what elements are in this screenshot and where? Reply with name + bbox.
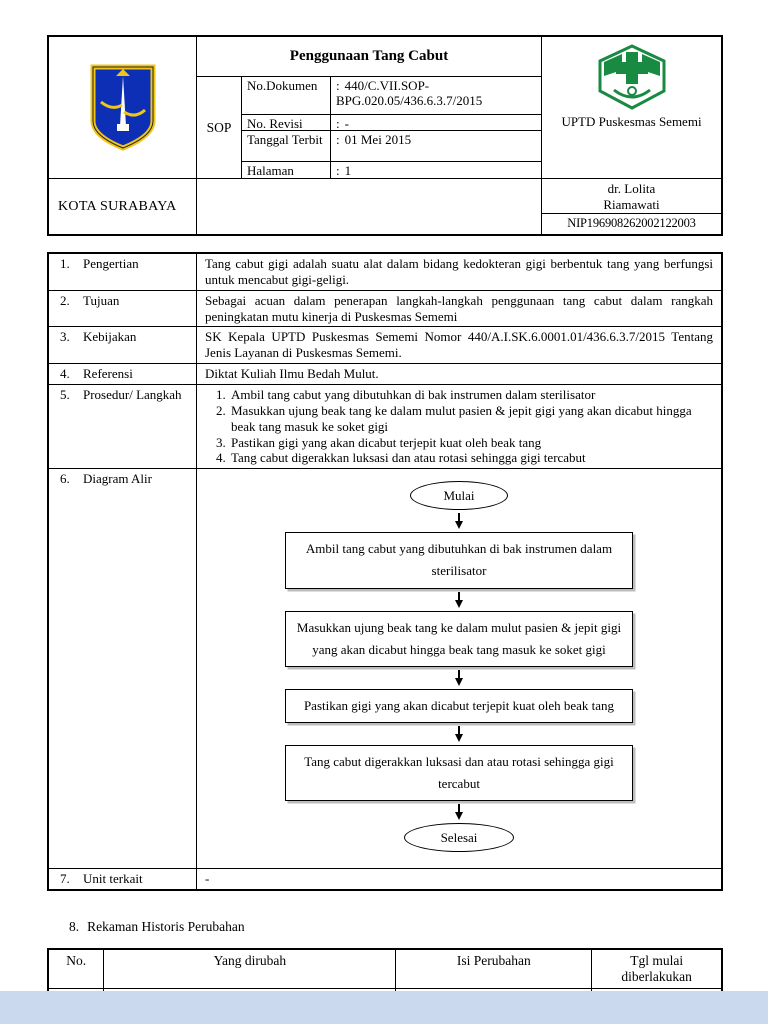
field-value-text: 440/C.VII.SOP-BPG.020.05/436.6.3.7/2015 [336, 78, 483, 109]
puskesmas-logo [594, 44, 670, 110]
signer-nip: NIP196908262002122003 [567, 216, 696, 231]
colon: : [336, 163, 340, 178]
colon: : [336, 132, 340, 147]
field-label-no-dokumen: No.Dokumen [242, 77, 331, 115]
history-header-tgl-mulai: Tgl mulai diberlakukan [592, 949, 722, 989]
history-heading [69, 919, 723, 935]
surabaya-logo-cell [49, 37, 197, 179]
org-cell [542, 37, 721, 179]
section-diagram-alir [49, 469, 721, 869]
section-tujuan [49, 291, 721, 328]
section-label-cell [49, 254, 197, 290]
section-label: Tujuan [83, 292, 120, 308]
section-number: 1. [60, 256, 70, 271]
flow-arrow-icon [458, 513, 460, 522]
section-label-cell [49, 364, 197, 384]
section-number: 3. [60, 329, 70, 345]
section-text: Tang cabut gigi adalah suatu alat dalam bidang kedokteran gigi berbentuk tang yang berfungsi untuk mencabut gigi-geligi. [205, 256, 713, 287]
history-header-row [48, 949, 722, 989]
flowchart-cell [197, 469, 721, 868]
procedure-step: 1. Ambil tang cabut yang dibutuhkan di bak instrumen dalam sterilisator [229, 387, 713, 403]
field-value-no-revisi [331, 115, 542, 131]
field-value-text: 1 [344, 163, 352, 178]
field-value-tanggal-terbit [331, 131, 542, 162]
flow-step-box: Pastikan gigi yang akan dicabut terjepit kuat oleh beak tang [285, 689, 633, 723]
field-label-no-revisi: No. Revisi [242, 115, 331, 131]
colon: : [336, 116, 340, 131]
section-label: Kebijakan [83, 329, 137, 345]
org-name: UPTD Puskesmas Sememi [561, 114, 702, 129]
section-pengertian [49, 254, 721, 291]
flowchart [205, 471, 713, 866]
section-number: 6. [60, 471, 70, 487]
section-label: Pengertian [83, 256, 139, 271]
section-number: 5. [60, 387, 70, 403]
document-content [47, 35, 723, 1024]
sop-label: SOP [197, 77, 242, 179]
section-text: - [205, 870, 210, 886]
flow-arrow-icon [458, 670, 460, 679]
flow-step-box: Masukkan ujung beak tang ke dalam mulut pasien & jepit gigi yang akan dicabut hingga beak tang masuk ke soket gigi [285, 611, 633, 667]
procedure-list [205, 387, 713, 466]
procedure-steps [197, 385, 721, 468]
flow-arrow-icon [458, 592, 460, 601]
flow-step-box: Ambil tang cabut yang dibutuhkan di bak instrumen dalam sterilisator [285, 532, 633, 588]
flow-start-node: Mulai [410, 481, 508, 510]
section-text: SK Kepala UPTD Puskesmas Sememi Nomor 440/A.I.SK.6.0001.01/436.6.3.7/2015 Tentang Jenis Layanan di Puskesmas Sememi. [205, 329, 713, 361]
section-label-cell [49, 327, 197, 363]
history-header-yang-dirubah: Yang dirubah [104, 949, 396, 989]
colon: : [336, 78, 340, 93]
procedure-step: 2. Masukkan ujung beak tang ke dalam mulut pasien & jepit gigi yang akan dicabut hingga beak tang masuk ke soket gigi [229, 403, 713, 435]
section-label-cell [49, 291, 197, 327]
section-text: Sebagai acuan dalam penerapan langkah-langkah penggunaan tang cabut dalam rangkah peningkatan mutu kinerja di Puskesmas Sememi [205, 292, 713, 324]
section-label: Diagram Alir [83, 471, 152, 487]
surabaya-city-logo [89, 64, 157, 152]
signer-name [542, 179, 721, 214]
section-number: 4. [60, 366, 70, 382]
section-text: Diktat Kuliah Ilmu Bedah Mulut. [205, 366, 379, 382]
procedure-step: 4. Tang cabut digerakkan luksasi dan atau rotasi sehingga gigi tercabut [229, 450, 713, 466]
procedure-step: 3. Pastikan gigi yang akan dicabut terjepit kuat oleh beak tang [229, 435, 713, 451]
city-name: KOTA SURABAYA [49, 179, 197, 234]
section-number: 7. [60, 870, 70, 886]
section-unit-terkait [49, 869, 721, 889]
page-bottom-strip [0, 991, 768, 1024]
section-prosedur [49, 385, 721, 469]
section-label: Referensi [83, 366, 133, 382]
section-label-cell [49, 385, 197, 468]
header-table [47, 35, 723, 236]
section-label-cell [49, 469, 197, 868]
section-number: 2. [60, 292, 70, 308]
history-heading-text: Rekaman Historis Perubahan [87, 918, 245, 934]
section-label-cell [49, 869, 197, 889]
flow-end-node: Selesai [404, 823, 514, 852]
empty-header-cell [197, 179, 542, 234]
field-label-tanggal-terbit: Tanggal Terbit [242, 131, 331, 162]
section-kebijakan [49, 327, 721, 364]
history-header-no: No. [48, 949, 104, 989]
field-value-text: - [344, 116, 349, 131]
history-heading-number: 8. [69, 918, 80, 934]
flow-step-box: Tang cabut digerakkan luksasi dan atau rotasi sehingga gigi tercabut [285, 745, 633, 801]
field-value-halaman [331, 162, 542, 179]
section-label: Prosedur/ Langkah [83, 387, 182, 403]
section-label: Unit terkait [83, 870, 143, 886]
history-header-isi-perubahan: Isi Perubahan [396, 949, 592, 989]
field-value-no-dokumen [331, 77, 542, 115]
document-title: Penggunaan Tang Cabut [197, 37, 542, 77]
section-referensi [49, 364, 721, 385]
flow-arrow-icon [458, 726, 460, 735]
signer-name-text: dr. Lolita Riamawati [603, 181, 660, 212]
field-label-halaman: Halaman [242, 162, 331, 179]
signature-cell [542, 179, 721, 234]
flow-arrow-icon [458, 804, 460, 813]
field-value-text: 01 Mei 2015 [344, 132, 412, 147]
sop-main-table [47, 252, 723, 891]
